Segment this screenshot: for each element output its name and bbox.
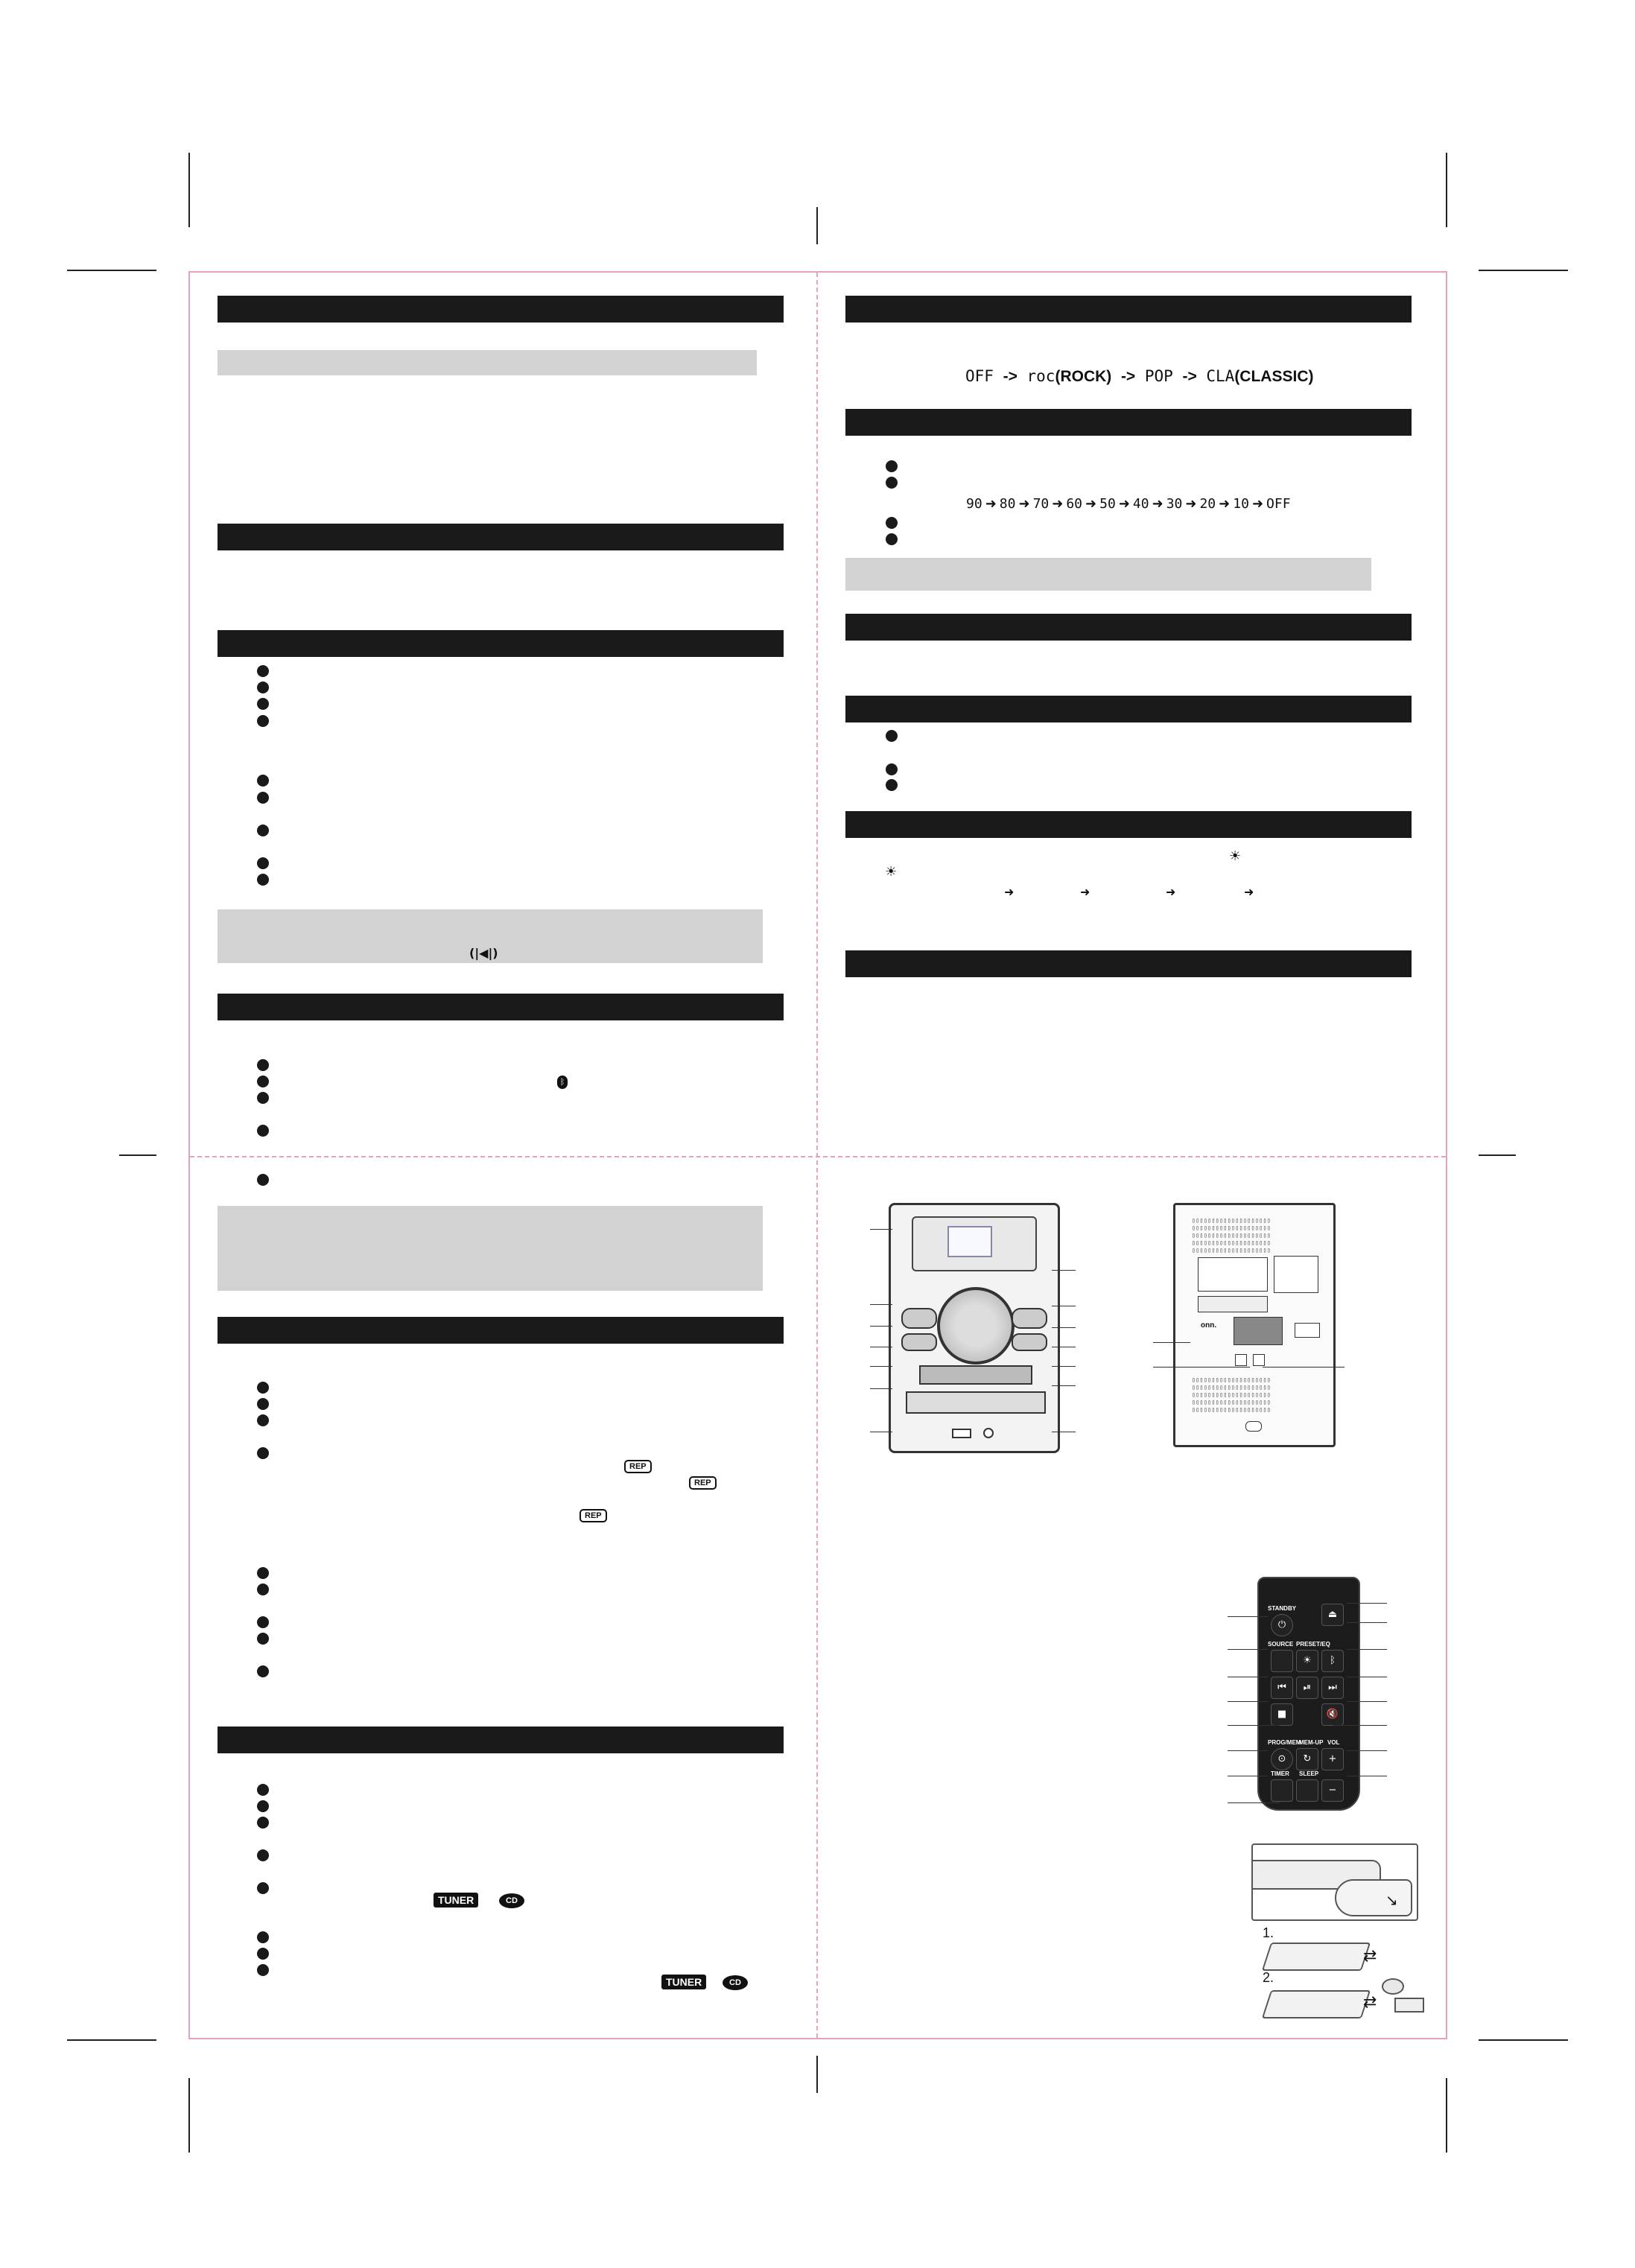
step-bullet bbox=[257, 1931, 269, 1943]
sleep-value: 90 bbox=[966, 496, 982, 512]
callout-line bbox=[1228, 1725, 1280, 1726]
sleep-value: 30 bbox=[1166, 496, 1183, 512]
timer-label: TIMER bbox=[1271, 1770, 1289, 1777]
section-header-bar bbox=[218, 524, 784, 550]
sleep-value: 80 bbox=[999, 496, 1016, 512]
step-bullet bbox=[257, 665, 269, 677]
timer-button bbox=[1271, 1779, 1293, 1802]
step-bullet bbox=[886, 763, 898, 775]
arrow-icon: ➜ bbox=[1085, 496, 1097, 512]
rep-badge: REP bbox=[689, 1476, 717, 1490]
note-box bbox=[218, 1206, 763, 1291]
callout-line bbox=[1347, 1649, 1387, 1650]
step-bullet bbox=[886, 779, 898, 791]
step-bullet bbox=[257, 1784, 269, 1796]
step-bullet bbox=[257, 1948, 269, 1960]
step-bullet bbox=[257, 1817, 269, 1829]
callout-line bbox=[1052, 1270, 1076, 1271]
callout-line bbox=[1347, 1622, 1387, 1623]
power-inlet bbox=[1245, 1421, 1262, 1432]
eq-arrow: -> bbox=[1182, 368, 1197, 385]
speaker-terminal bbox=[1235, 1354, 1247, 1366]
crop-mark bbox=[67, 270, 156, 271]
callout-line bbox=[1333, 1725, 1387, 1726]
arrow-icon: ➜ bbox=[1052, 496, 1064, 512]
step-bullet bbox=[257, 1092, 269, 1104]
note-box bbox=[845, 558, 1371, 591]
section-header-bar bbox=[845, 811, 1412, 838]
eq-pop: POP bbox=[1144, 367, 1173, 385]
rating-label bbox=[1234, 1317, 1283, 1345]
crop-mark bbox=[1446, 2078, 1447, 2153]
section-header-bar bbox=[845, 696, 1412, 722]
dimmer-button: ☀ bbox=[1296, 1650, 1318, 1672]
eq-off: OFF bbox=[965, 367, 994, 385]
step-number: 1. bbox=[1263, 1925, 1274, 1940]
callout-line bbox=[1228, 1701, 1268, 1702]
crop-mark bbox=[1479, 2039, 1568, 2041]
crop-mark bbox=[1479, 270, 1568, 271]
terminal-panel bbox=[1198, 1296, 1268, 1312]
step-bullet bbox=[886, 730, 898, 742]
right-button bbox=[1012, 1333, 1047, 1351]
section-header-bar bbox=[218, 1727, 784, 1753]
step-bullet bbox=[886, 533, 898, 545]
play-pause-button: ⏯ bbox=[1296, 1677, 1318, 1699]
repeat-button: ↻ bbox=[1296, 1748, 1318, 1770]
bluetooth-button: ᛒ bbox=[1321, 1650, 1344, 1672]
callout-line bbox=[870, 1304, 892, 1305]
section-header-bar bbox=[218, 994, 784, 1020]
eject-button: ⏏ bbox=[1321, 1604, 1344, 1626]
step-bullet bbox=[257, 715, 269, 727]
hand-shape bbox=[1335, 1879, 1412, 1916]
section-header-bar bbox=[845, 296, 1412, 323]
bluetooth-icon: ᛒ bbox=[557, 1076, 568, 1089]
step-bullet bbox=[257, 825, 269, 836]
left-button bbox=[901, 1308, 937, 1329]
crop-mark bbox=[67, 2039, 156, 2041]
mem-label: MEM-UP bbox=[1299, 1739, 1324, 1746]
remote-step2-illustration bbox=[1262, 1990, 1371, 2018]
previous-button: ⏮ bbox=[1271, 1677, 1293, 1699]
eq-sequence bbox=[965, 367, 1313, 386]
arrow-icon: ⇄ bbox=[1363, 1947, 1377, 1966]
crop-mark bbox=[816, 2056, 818, 2093]
program-button: ⊙ bbox=[1271, 1748, 1293, 1770]
disc-tray bbox=[906, 1391, 1046, 1414]
sleep-value: 10 bbox=[1233, 496, 1249, 512]
arrow-icon: ➜ bbox=[985, 496, 997, 512]
eq-cla-name: (CLASSIC) bbox=[1234, 368, 1314, 385]
standby-label: STANDBY bbox=[1268, 1605, 1297, 1612]
step-bullet bbox=[257, 1125, 269, 1137]
sleep-value: 20 bbox=[1199, 496, 1216, 512]
callout-line bbox=[1153, 1367, 1250, 1368]
arrow-icon: ➜ bbox=[1018, 496, 1030, 512]
step-bullet bbox=[257, 1584, 269, 1595]
volume-down-button: − bbox=[1321, 1779, 1344, 1802]
eq-rock-code: roc bbox=[1026, 367, 1055, 385]
arrow-icon: ➜ bbox=[1080, 885, 1090, 899]
arrow-icon: ↘ bbox=[1385, 1891, 1398, 1909]
step-bullet bbox=[257, 1174, 269, 1186]
step-bullet bbox=[257, 682, 269, 693]
section-header-bar bbox=[218, 296, 784, 323]
right-button bbox=[1012, 1308, 1047, 1329]
sleep-sequence bbox=[966, 496, 1291, 512]
stop-button: ■ bbox=[1271, 1703, 1293, 1726]
left-button bbox=[901, 1333, 937, 1351]
battery-tray bbox=[1394, 1998, 1424, 2013]
arrow-icon: ➜ bbox=[1251, 496, 1264, 512]
eq-cla-code: CLA bbox=[1206, 367, 1235, 385]
callout-line bbox=[870, 1388, 892, 1389]
step-bullet bbox=[257, 698, 269, 710]
callout-line bbox=[1263, 1367, 1344, 1368]
sleep-value: 50 bbox=[1099, 496, 1116, 512]
rep-badge: REP bbox=[580, 1509, 607, 1522]
step-bullet bbox=[257, 1800, 269, 1812]
speaker-symbol: (|◀|) bbox=[469, 946, 498, 960]
step-bullet bbox=[257, 1567, 269, 1579]
eq-rock-name: (ROCK) bbox=[1055, 368, 1112, 385]
vent-pattern: ▯▯▯▯▯▯▯▯▯▯▯▯▯▯▯▯▯▯▯▯ ▯▯▯▯▯▯▯▯▯▯▯▯▯▯▯▯▯▯▯▯ ▯▯▯▯▯▯▯▯▯▯▯▯▯▯▯▯▯▯▯▯ ▯▯▯▯▯▯▯▯▯▯▯▯▯▯▯▯▯▯▯▯ ▯▯▯▯▯▯▯▯▯▯▯▯▯▯▯▯▯▯▯▯ bbox=[1192, 1376, 1272, 1413]
step-bullet bbox=[257, 1398, 269, 1410]
speaker-terminal bbox=[1253, 1354, 1265, 1366]
lcd-panel bbox=[947, 1226, 992, 1257]
step-bullet bbox=[257, 1076, 269, 1087]
vol-label: VOL bbox=[1327, 1739, 1340, 1746]
step-bullet bbox=[257, 1382, 269, 1394]
callout-line bbox=[870, 1229, 892, 1230]
next-button: ⏭ bbox=[1321, 1677, 1344, 1699]
step-number: 2. bbox=[1263, 1970, 1274, 1985]
tuner-badge: TUNER bbox=[661, 1975, 706, 1989]
callout-line bbox=[1228, 1649, 1268, 1650]
callout-line bbox=[870, 1326, 892, 1327]
arrow-icon: ➜ bbox=[1185, 496, 1197, 512]
step-bullet bbox=[257, 1447, 269, 1459]
section-header-bar bbox=[218, 1317, 784, 1344]
prog-label: PROG/MEM bbox=[1268, 1739, 1301, 1746]
step-bullet bbox=[257, 1964, 269, 1976]
step-bullet bbox=[257, 1633, 269, 1645]
callout-line bbox=[1153, 1342, 1190, 1343]
usb-port bbox=[952, 1429, 971, 1438]
callout-line bbox=[1347, 1603, 1387, 1604]
battery-removal-illustration bbox=[1251, 1843, 1418, 1921]
arrow-icon: ➜ bbox=[1166, 885, 1176, 899]
note-box bbox=[218, 350, 757, 375]
step-bullet bbox=[257, 1414, 269, 1426]
step-bullet bbox=[257, 792, 269, 804]
sleep-value: 40 bbox=[1132, 496, 1149, 512]
step-bullet bbox=[257, 1849, 269, 1861]
callout-line bbox=[1228, 1750, 1268, 1751]
crop-mark bbox=[119, 1154, 156, 1156]
coin-battery-icon bbox=[1382, 1978, 1404, 1995]
fold-line-horizontal bbox=[190, 1156, 1446, 1157]
sleep-value: 70 bbox=[1032, 496, 1050, 512]
remote-control-illustration bbox=[1257, 1577, 1360, 1811]
step-bullet bbox=[257, 857, 269, 869]
main-unit-front-illustration bbox=[889, 1203, 1060, 1453]
arrow-icon: ⇄ bbox=[1363, 1993, 1377, 2012]
main-unit-back-illustration bbox=[1173, 1203, 1336, 1447]
crop-mark bbox=[188, 2078, 190, 2153]
step-bullet bbox=[257, 1665, 269, 1677]
section-header-bar bbox=[845, 950, 1412, 977]
presets-label: PRESET/EQ bbox=[1296, 1641, 1330, 1648]
warning-label bbox=[1274, 1256, 1318, 1293]
standby-button: ⏻ bbox=[1271, 1614, 1293, 1636]
serial-label bbox=[1295, 1323, 1320, 1338]
arrow-icon: ➜ bbox=[1244, 885, 1254, 899]
step-bullet bbox=[257, 1882, 269, 1894]
sleep-value: OFF bbox=[1266, 496, 1291, 512]
remote-step1-illustration bbox=[1262, 1943, 1371, 1971]
section-header-bar bbox=[845, 614, 1412, 641]
cd-icon: CD bbox=[499, 1893, 524, 1908]
eq-arrow: -> bbox=[1120, 368, 1136, 385]
caution-label bbox=[1198, 1257, 1268, 1292]
callout-line bbox=[1347, 1701, 1387, 1702]
section-header-bar bbox=[845, 409, 1412, 436]
source-label: SOURCE bbox=[1268, 1641, 1294, 1648]
section-header-bar bbox=[218, 630, 784, 657]
source-button bbox=[1271, 1650, 1293, 1672]
callout-line bbox=[1052, 1327, 1076, 1328]
eq-arrow: -> bbox=[1003, 368, 1017, 385]
volume-knob bbox=[937, 1287, 1015, 1365]
arrow-icon: ➜ bbox=[1004, 885, 1015, 899]
rep-badge: REP bbox=[624, 1460, 652, 1473]
volume-up-button: + bbox=[1321, 1748, 1344, 1770]
sleep-label: SLEEP bbox=[1299, 1770, 1319, 1777]
callout-line bbox=[1052, 1385, 1076, 1386]
sleep-button bbox=[1296, 1779, 1318, 1802]
fold-line-vertical bbox=[816, 273, 818, 2038]
step-bullet bbox=[886, 460, 898, 472]
vent-pattern: ▯▯▯▯▯▯▯▯▯▯▯▯▯▯▯▯▯▯▯▯ ▯▯▯▯▯▯▯▯▯▯▯▯▯▯▯▯▯▯▯▯ ▯▯▯▯▯▯▯▯▯▯▯▯▯▯▯▯▯▯▯▯ ▯▯▯▯▯▯▯▯▯▯▯▯▯▯▯▯▯▯▯▯ ▯▯▯▯▯▯▯▯▯▯▯▯▯▯▯▯▯▯▯▯ bbox=[1192, 1217, 1272, 1254]
crop-mark bbox=[1446, 153, 1447, 227]
sleep-value: 60 bbox=[1066, 496, 1083, 512]
step-bullet bbox=[257, 874, 269, 886]
crop-mark bbox=[816, 207, 818, 244]
step-bullet bbox=[257, 1059, 269, 1071]
callout-line bbox=[870, 1366, 892, 1367]
dimmer-icon: ☀ bbox=[885, 864, 898, 880]
cd-icon: CD bbox=[723, 1975, 748, 1990]
crop-mark bbox=[1479, 1154, 1516, 1156]
arrow-icon: ➜ bbox=[1118, 496, 1130, 512]
crop-mark bbox=[188, 153, 190, 227]
callout-line bbox=[1347, 1750, 1387, 1751]
step-bullet bbox=[886, 477, 898, 489]
brand-logo: onn. bbox=[1201, 1321, 1217, 1330]
callout-line bbox=[1228, 1616, 1268, 1617]
aux-jack bbox=[983, 1428, 994, 1438]
callout-line bbox=[1228, 1802, 1280, 1803]
control-buttons-row bbox=[919, 1365, 1032, 1385]
step-bullet bbox=[257, 775, 269, 787]
dimmer-icon: ☀ bbox=[1229, 848, 1242, 864]
step-bullet bbox=[886, 517, 898, 529]
mute-button: 🔇 bbox=[1321, 1703, 1344, 1726]
arrow-icon: ➜ bbox=[1219, 496, 1231, 512]
arrow-icon: ➜ bbox=[1152, 496, 1163, 512]
tuner-badge: TUNER bbox=[434, 1893, 478, 1908]
step-bullet bbox=[257, 1616, 269, 1628]
callout-line bbox=[1052, 1366, 1076, 1367]
